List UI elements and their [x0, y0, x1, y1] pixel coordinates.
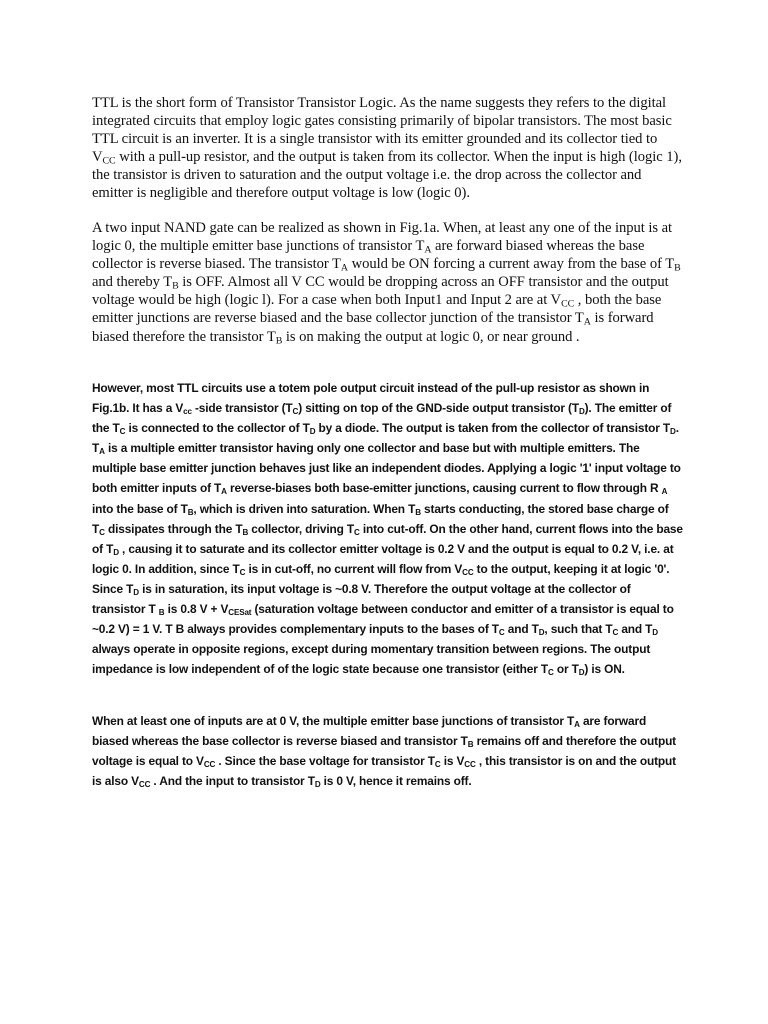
subscript-text: A	[340, 262, 348, 274]
subscript-text: B	[242, 527, 249, 537]
subscript-text: B	[415, 507, 421, 517]
subscript-text: CC	[464, 760, 476, 770]
subscript-text: D	[314, 780, 321, 790]
text-run: . Since the base voltage for transistor T	[215, 754, 435, 769]
text-run: is connected to the collector of T	[125, 421, 310, 436]
subscript-text: CC	[102, 155, 116, 167]
text-run: is a multiple emitter transistor having only one collector and base but with multiple emitters. The multiple base emitter junction behaves just like an independent diodes. Applying a logic '1' input voltage to both emitter inputs of T	[92, 441, 681, 496]
subscript-text: B	[275, 335, 283, 347]
subscript-text: D	[670, 427, 676, 437]
subscript-text: B	[187, 507, 194, 517]
text-run: to the output, keeping it at logic '0'. Since T	[92, 561, 670, 596]
text-run: are forward biased whereas the base collector is reverse biased and transistor T	[92, 714, 647, 749]
text-run: with a pull-up resistor, and the output is taken from its collector. When the input is high (logic 1), the transistor is driven to saturation and the output voltage i.e. the drop across the collector and emitter is negligible and therefore output voltage is low (logic 0).	[92, 149, 682, 202]
text-run: , this transistor is on and the output is also V	[92, 754, 676, 789]
text-run: , both the base emitter junctions are reverse biased and the base collector junction of the transistor T	[92, 292, 662, 327]
subscript-text: B	[172, 280, 179, 292]
subscript-text: A	[574, 720, 580, 730]
text-run: is in cut-off, no current will flow from V	[245, 561, 463, 576]
subscript-text: CESat	[228, 608, 252, 618]
paragraph-logic-zero-input	[92, 711, 684, 791]
subscript-text: C	[119, 427, 126, 437]
text-run: (saturation voltage between conductor and emitter of a transistor is equal to ~0.2 V) = 1 V. T B always provides complementary inputs to the bases of T	[92, 602, 674, 637]
subscript-text: A	[221, 487, 227, 497]
subscript-text: C	[239, 567, 246, 577]
subscript-text: CC	[203, 760, 216, 770]
text-run: always operate in opposite regions, except during momentary transition between regions. The output impedance is low independent of of the logic state because one transistor (either T	[92, 642, 651, 677]
subscript-text: D	[578, 668, 585, 678]
text-run: would be ON forcing a current away from the base of T	[347, 256, 675, 273]
subscript-text: B	[674, 262, 681, 274]
subscript-text: A	[424, 244, 432, 256]
subscript-text: D	[578, 407, 585, 417]
text-run: , which is driven into saturation. When T	[193, 501, 416, 516]
text-run: collector, driving T	[248, 521, 355, 536]
text-run: TTL is the short form of Transistor Transistor Logic. As the name suggests they refers to the digital integrated circuits that employ logic gates consisting primarily of bipolar transistors. The most basic TTL circuit is an inverter. It is a single transistor with its emitter grounded and its collector tied to V	[92, 95, 672, 166]
text-run: is 0 V, hence it remains off.	[320, 774, 472, 789]
text-run: and thereby T	[92, 274, 173, 291]
subscript-text: CC	[462, 567, 474, 577]
subscript-text: CC	[138, 780, 151, 790]
subscript-text: CC	[561, 298, 575, 310]
text-run: or T	[553, 662, 579, 677]
subscript-text: B	[467, 740, 474, 750]
text-run: ). The emitter of the T	[92, 401, 672, 436]
text-run: . T	[92, 421, 679, 456]
text-run: is V	[440, 754, 465, 769]
subscript-text: D	[538, 628, 545, 638]
text-run: A two input NAND gate can be realized as shown in Fig.1a. When, at least any one of the input is at logic 0, the multiple emitter base junctions of transistor T	[92, 220, 673, 255]
text-run: -side transistor (T	[191, 401, 293, 416]
text-run: is 0.8 V + V	[164, 602, 229, 617]
text-run: , causing it to saturate and its collector emitter voltage is 0.2 V and the output is equal to 0.2 V, i.e. at logic 0. In addition, since T	[92, 541, 674, 576]
text-run: and T	[618, 622, 653, 637]
text-run: When at least one of inputs are at 0 V, the multiple emitter base junctions of transistor T	[92, 714, 575, 728]
subscript-text: C	[548, 668, 554, 678]
text-run: and T	[504, 622, 539, 637]
subscript-text: B	[158, 608, 165, 618]
text-run: remains off and therefore the output voltage is equal to V	[92, 734, 676, 769]
paragraph-nand-gate	[92, 219, 684, 346]
subscript-text: D	[652, 628, 658, 638]
subscript-text: C	[99, 527, 105, 537]
paragraph-ttl-intro	[92, 94, 684, 203]
text-run: by a diode. The output is taken from the collector of transistor T	[315, 421, 671, 436]
subscript-text: A	[583, 316, 591, 328]
subscript-text: C	[292, 407, 299, 417]
text-run: dissipates through the T	[104, 521, 243, 536]
subscript-text: C	[434, 760, 441, 770]
text-run: are forward biased whereas the base collector is reverse biased. The transistor T	[92, 238, 645, 273]
text-run: starts conducting, the stored base charge of T	[92, 501, 669, 536]
text-run: reverse-biases both base-emitter junctions, causing current to flow through R	[226, 481, 662, 496]
subscript-text: D	[309, 427, 316, 437]
text-run: is on making the output at logic 0, or near ground .	[282, 328, 580, 345]
text-run: is forward biased therefore the transistor T	[92, 310, 654, 345]
subscript-text: D	[113, 547, 119, 557]
subscript-text: A	[661, 487, 668, 497]
text-run: is in saturation, its input voltage is ~0.8 V. Therefore the output voltage at the collector of transistor T	[92, 581, 631, 617]
subscript-text: D	[133, 587, 139, 597]
text-run: ) sitting on top of the GND-side output transistor (T	[298, 401, 579, 416]
text-run: into cut-off. On the other hand, current flows into the base of T	[92, 521, 683, 556]
subscript-text: A	[99, 447, 105, 457]
subscript-text: C	[612, 628, 619, 638]
subscript-text: C	[354, 527, 360, 537]
text-run: is OFF. Almost all V CC would be dropping across an OFF transistor and the output voltage would be high (logic l). For a case when both Input1 and Input 2 are at V	[92, 274, 669, 309]
text-run: . And the input to transistor T	[150, 774, 315, 789]
text-run: ) is ON.	[584, 662, 625, 677]
subscript-text: C	[498, 628, 505, 638]
text-run: However, most TTL circuits use a totem pole output circuit instead of the pull-up resistor as shown in Fig.1b. It has a V	[92, 381, 650, 416]
text-run: , such that T	[544, 622, 613, 637]
subscript-text: cc	[183, 407, 192, 417]
text-run: into the base of T	[92, 501, 188, 516]
paragraph-totem-pole	[92, 378, 684, 679]
